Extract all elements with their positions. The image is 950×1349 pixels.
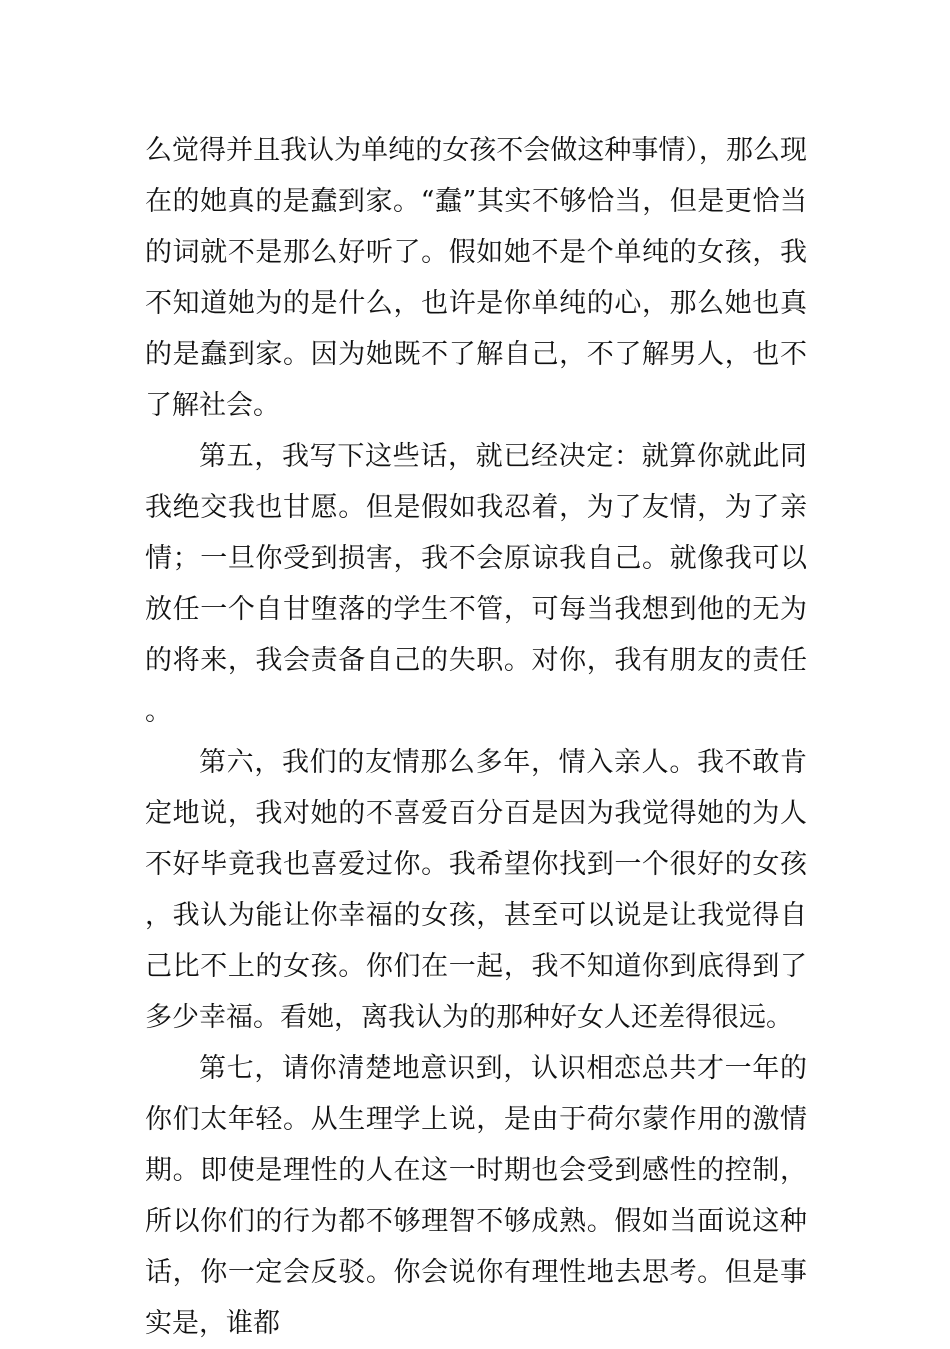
paragraph-sixth: 第六，我们的友情那么多年，情入亲人。我不敢肯定地说，我对她的不喜爱百分百是因为我觉得她的为人不好毕竟我也喜爱过你。我希望你找到一个很好的女孩，我认为能让你幸福的女孩，甚至可以说是让我觉得自己比不上的女孩。你们在一起，我不知道你到底得到了多少幸福。看她，离我认为的那种好女人还差得很远。: [145, 747, 807, 1033]
document-page: [145, 125, 807, 1349]
paragraph-fifth: 第五，我写下这些话，就已经决定：就算你就此同我绝交我也甘愿。但是假如我忍着，为了友情，为了亲情；一旦你受到损害，我不会原谅我自己。就像我可以放任一个自甘堕落的学生不管，可每当我想到他的无为的将来，我会责备自己的失职。对你，我有朋友的责任。: [145, 441, 807, 727]
paragraph-continued: 么觉得并且我认为单纯的女孩不会做这种事情），那么现在的她真的是蠢到家。“蠢”其实不够恰当，但是更恰当的词就不是那么好听了。假如她不是个单纯的女孩，我不知道她为的是什么，也许是你单纯的心，那么她也真的是蠢到家。因为她既不了解自己，不了解男人，也不了解社会。: [145, 135, 807, 421]
paragraph-seventh: 第七，请你清楚地意识到，认识相恋总共才一年的你们太年轻。从生理学上说，是由于荷尔蒙作用的激情期。即使是理性的人在这一时期也会受到感性的控制，所以你们的行为都不够理智不够成熟。假如当面说这种话，你一定会反驳。你会说你有理性地去思考。但是事实是，谁都: [145, 1053, 807, 1339]
